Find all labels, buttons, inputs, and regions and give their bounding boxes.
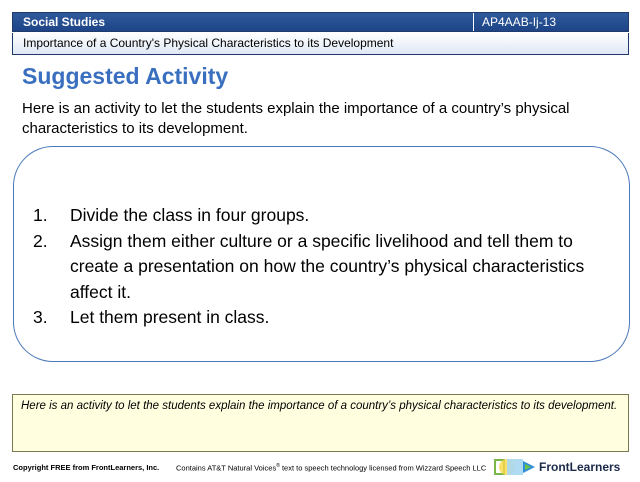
step-number: 2. [33, 230, 48, 251]
step-item [33, 305, 603, 331]
frontlearners-logo-icon [493, 457, 537, 477]
footer-att-notice [176, 463, 486, 473]
step-text: Let them present in class. [70, 307, 270, 327]
logo-name: FrontLearners [539, 460, 621, 474]
step-number: 3. [33, 307, 48, 327]
narration-note: Here is an activity to let the students explain the importance of a country’s physical characteristics to its development. [12, 394, 629, 452]
subject-label: Social Studies [13, 13, 473, 31]
step-text: Divide the class in four groups. [70, 205, 310, 225]
footer-copyright: Copyright FREE from FrontLearners, Inc. [13, 463, 160, 472]
step-number: 1. [33, 205, 48, 225]
header-bar [12, 12, 629, 32]
lesson-code: AP4AAB-Ij-13 [473, 13, 628, 31]
topic-title: Importance of a Country's Physical Characteristics to its Development [12, 33, 629, 55]
registered-mark: ® [276, 463, 280, 469]
page-title: Suggested Activity [22, 63, 229, 89]
att-suffix: text to speech technology licensed from Wizzard Speech LLC [279, 463, 487, 473]
intro-text: Here is an activity to let the students explain the importance of a country’s physical characteristics to its development. [22, 100, 570, 137]
step-item [33, 229, 603, 306]
frontlearners-logo [493, 456, 633, 478]
step-item [33, 203, 603, 229]
activity-steps [33, 203, 603, 331]
step-text: Assign them either culture or a specific livelihood and tell them to create a presentation on how the country’s physical characteristics affect it. [70, 230, 585, 302]
att-prefix: Contains AT&T Natural Voices [176, 463, 277, 473]
